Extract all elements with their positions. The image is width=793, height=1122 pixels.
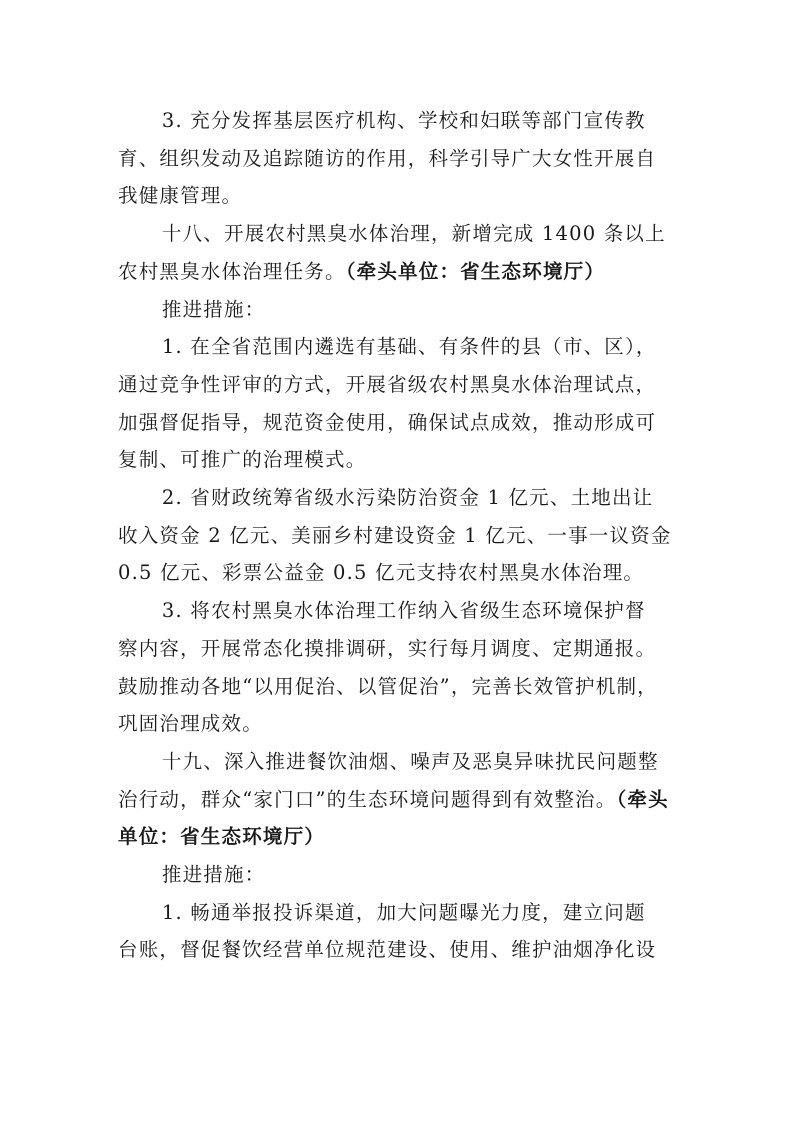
text-line-content: 复制、可推广的治理模式。 [118, 448, 367, 472]
text-line-content: 2. 省财政统筹省级水污染防治资金 1 亿元、土地出让 [161, 486, 654, 510]
text-line-content: 推进措施： [161, 297, 266, 321]
text-line-content: 1. 在全省范围内遴选有基础、有条件的县（市、区）， [161, 335, 657, 359]
text-line [118, 366, 678, 404]
text-line [118, 554, 678, 592]
text-line-content: 推进措施： [161, 863, 266, 887]
text-line [118, 253, 678, 291]
text-line-content: 我健康管理。 [118, 184, 243, 208]
lead-unit-note: （牵头单位：省生态环境厅） [345, 259, 606, 283]
text-line-content: 治行动，群众“家门口”的生态环境问题得到有效整治。 [118, 787, 617, 811]
text-line-content: 3. 将农村黑臭水体治理工作纳入省级生态环境保护督 [161, 599, 646, 623]
text-line-content: 农村黑臭水体治理任务。 [118, 259, 346, 283]
text-line [118, 743, 678, 781]
text-line [118, 668, 678, 706]
text-line [118, 441, 678, 479]
text-line-content: 十八、开展农村黑臭水体治理，新增完成 1400 条以上 [161, 222, 666, 246]
text-line-content: 1. 畅通举报投诉渠道，加大问题曝光力度，建立问题 [161, 900, 646, 924]
lead-unit-note: （牵头 [616, 787, 669, 811]
text-line [118, 177, 678, 215]
text-line [118, 818, 678, 856]
text-line-content: 育、组织发动及追踪随访的作用，科学引导广大女性开展自 [118, 146, 657, 170]
text-line [118, 404, 678, 442]
text-line [118, 102, 678, 140]
text-line [118, 705, 678, 743]
text-line [118, 479, 678, 517]
text-line-content: 0.5 亿元、彩票公益金 0.5 亿元支持农村黑臭水体治理。 [118, 561, 645, 585]
text-line [118, 781, 678, 819]
text-line-content: 巩固治理成效。 [118, 712, 263, 736]
lead-unit-note: 单位：省生态环境厅） [118, 825, 326, 849]
text-line [118, 592, 678, 630]
text-line-content: 察内容，开展常态化摸排调研，实行每月调度、定期通报。 [118, 636, 657, 660]
text-line-content: 3. 充分发挥基层医疗机构、学校和妇联等部门宣传教 [161, 109, 646, 132]
text-line-content: 收入资金 2 亿元、美丽乡村建设资金 1 亿元、一事一议资金 [118, 523, 672, 547]
text-line [118, 894, 678, 932]
text-line-content: 十九、深入推进餐饮油烟、噪声及恶臭异味扰民问题整 [161, 749, 659, 773]
text-line-content: 加强督促指导，规范资金使用，确保试点成效，推动形成可 [118, 410, 657, 434]
text-line [118, 215, 678, 253]
text-line [118, 328, 678, 366]
text-line [118, 517, 678, 555]
text-line-content: 鼓励推动各地“以用促治、以管促治”，完善长效管护机制， [118, 674, 658, 698]
text-line [118, 931, 678, 969]
document-body [118, 102, 678, 969]
text-line-content: 台账，督促餐饮经营单位规范建设、使用、维护油烟净化设 [118, 938, 657, 962]
text-line [118, 856, 678, 894]
text-line [118, 291, 678, 329]
text-line [118, 630, 678, 668]
text-line-content: 通过竞争性评审的方式，开展省级农村黑臭水体治理试点， [118, 372, 657, 396]
text-line [118, 140, 678, 178]
